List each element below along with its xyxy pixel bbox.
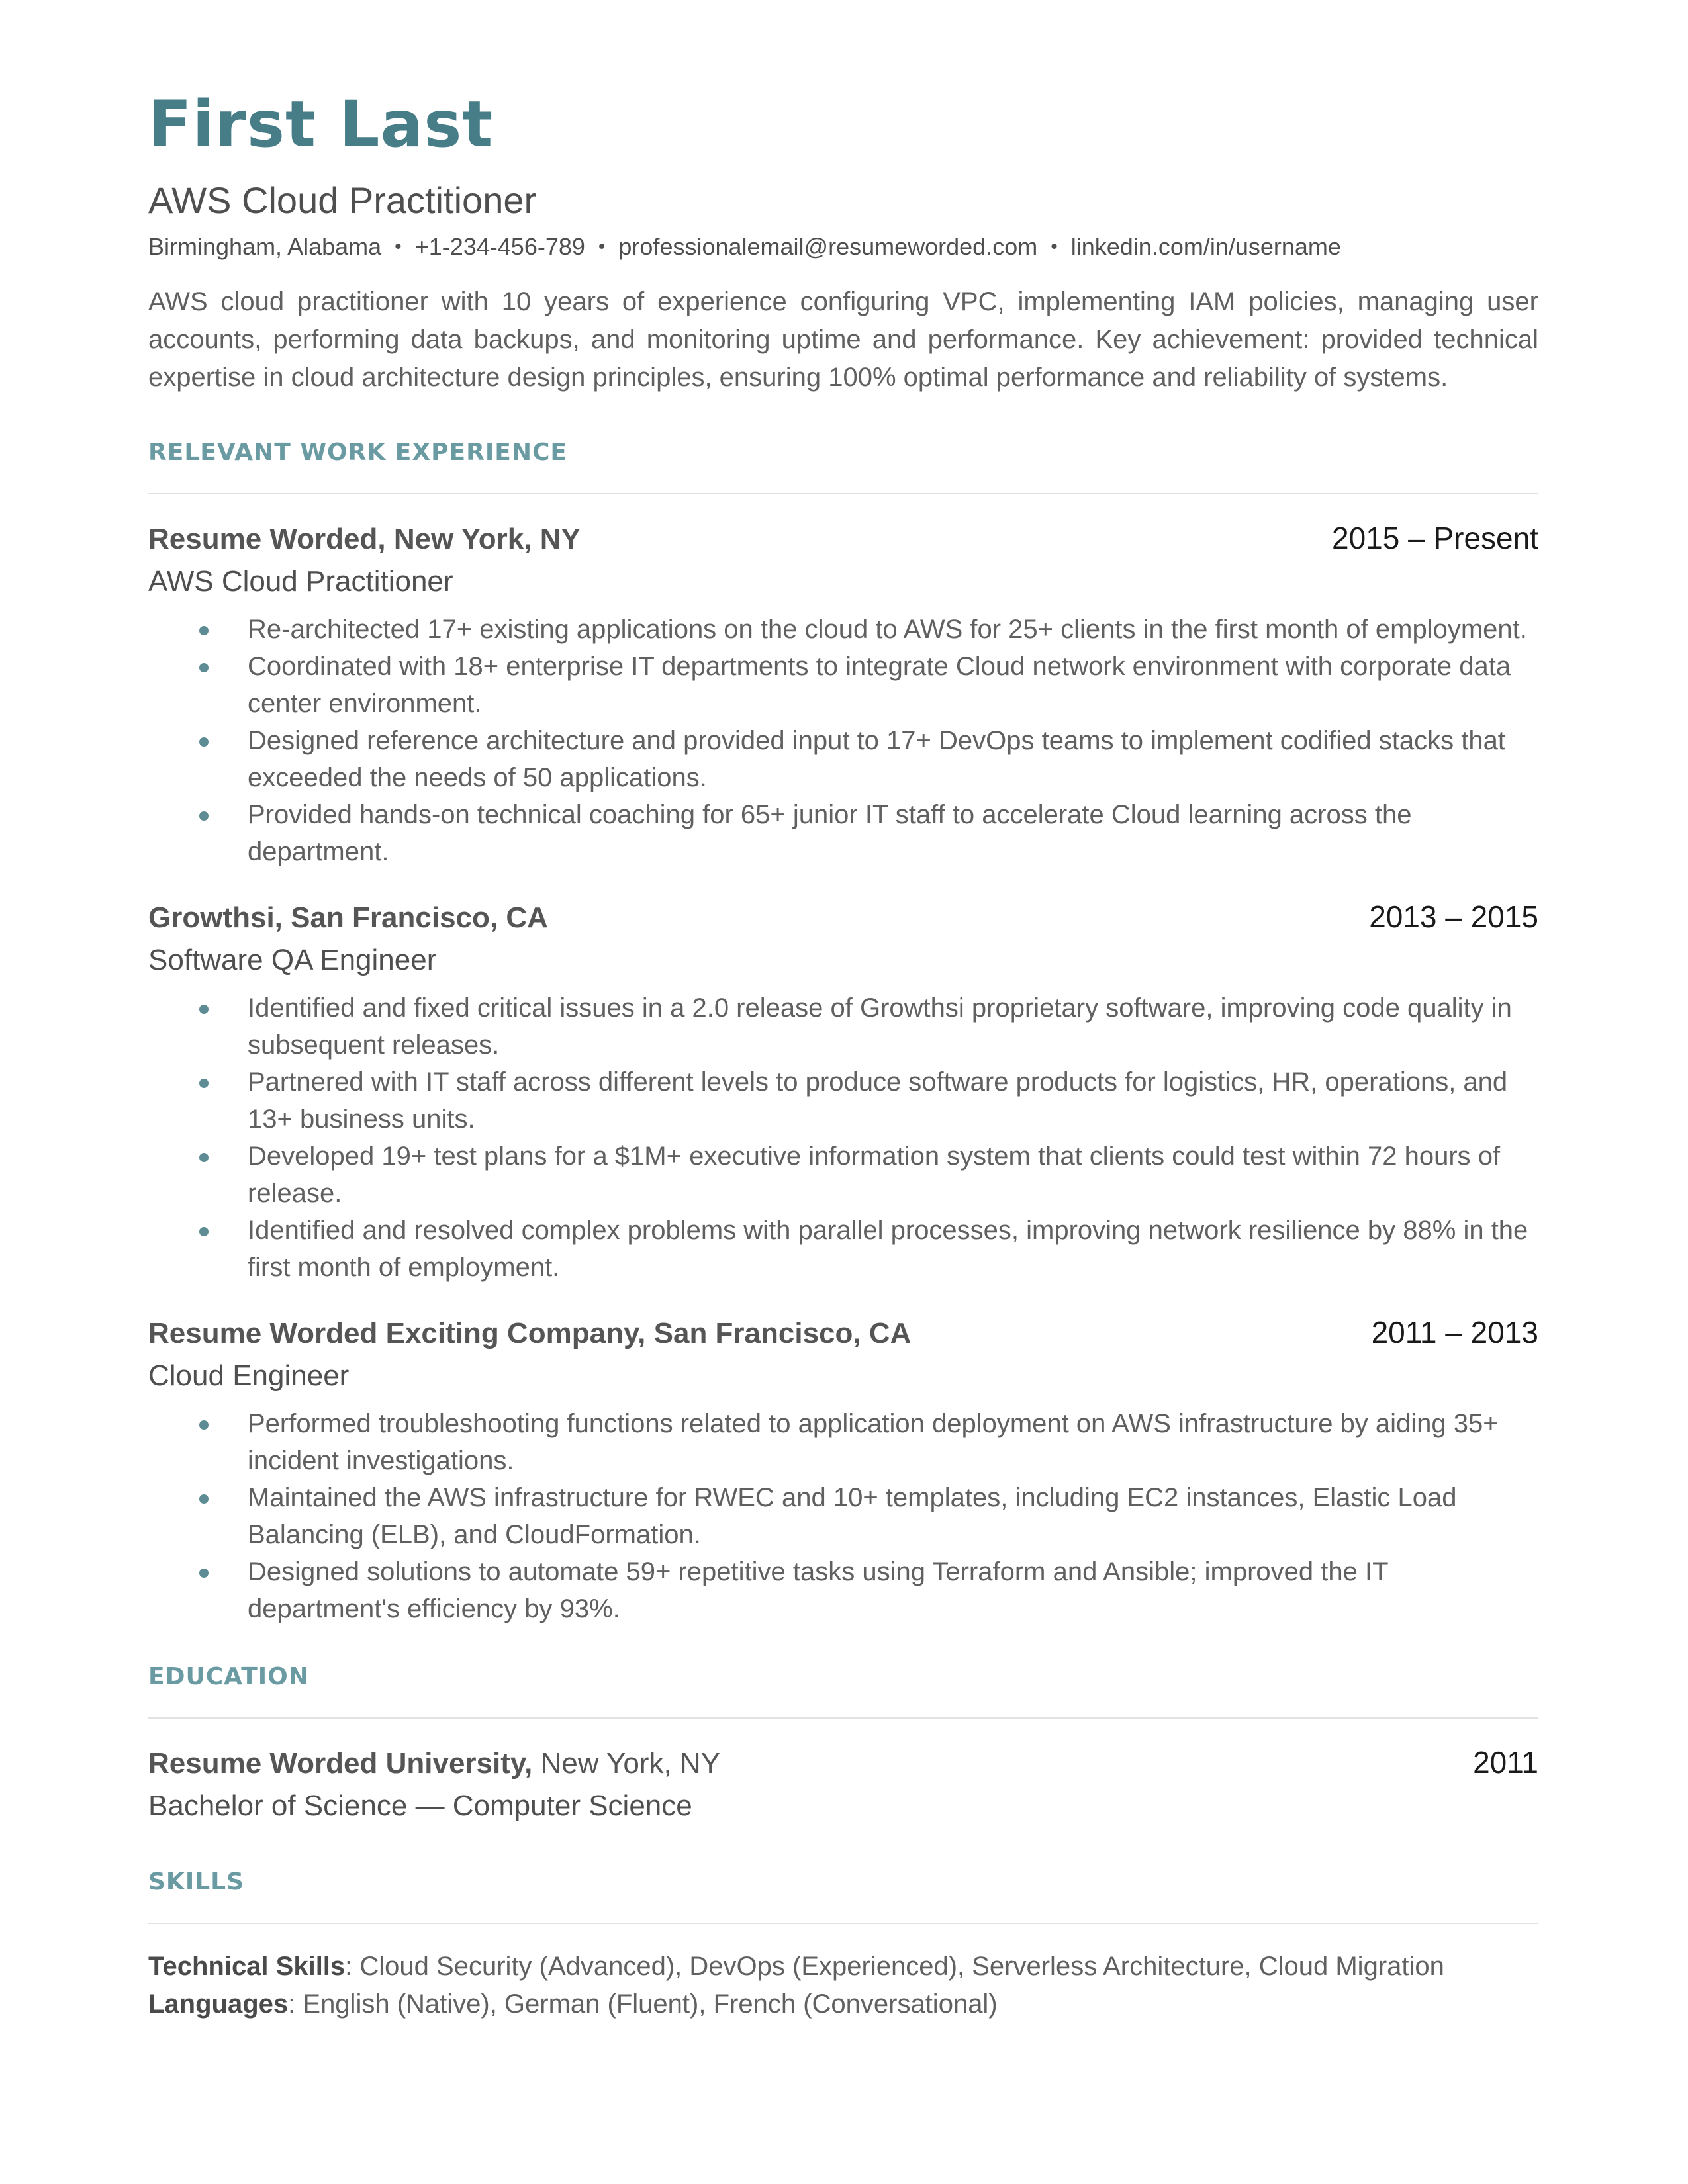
section-divider — [148, 493, 1538, 494]
list-item: Performed troubleshooting functions related to application deployment on AWS infrastructure by aiding 35+ incident investigations. — [148, 1405, 1538, 1479]
list-item: Re-architected 17+ existing applications on the cloud to AWS for 25+ clients in the first month of employment. — [148, 611, 1538, 648]
section-divider — [148, 1717, 1538, 1719]
summary-paragraph: AWS cloud practitioner with 10 years of experience configuring VPC, implementing IAM policies, managing user accounts, performing data backups, and monitoring uptime and performance. Key achievement: provided technical expertise in cloud architecture design principles, ensuring 100% optimal performance and reliability of systems. — [148, 287, 1538, 392]
contact-email[interactable]: professionalemail@resumeworded.com — [618, 233, 1038, 260]
job-entry — [148, 518, 1538, 870]
list-item: Designed reference architecture and provided input to 17+ DevOps teams to implement codified stacks that exceeded the needs of 50 applications. — [148, 722, 1538, 796]
resume-page — [148, 85, 1538, 2023]
job-bullets — [148, 611, 1538, 870]
candidate-name: First Last — [148, 87, 494, 161]
education-degree: Bachelor of Science — Computer Science — [148, 1790, 692, 1822]
contact-separator: • — [395, 236, 402, 257]
list-item: Identified and fixed critical issues in a 2.0 release of Growthsi proprietary software, improving code quality in subsequent releases. — [148, 989, 1538, 1064]
bullet-icon — [199, 1005, 209, 1014]
job-entry — [148, 1312, 1538, 1627]
list-item: Developed 19+ test plans for a $1M+ executive information system that clients could test within 72 hours of release. — [148, 1138, 1538, 1212]
contact-line — [148, 230, 1538, 263]
education-location: New York, NY — [540, 1747, 721, 1780]
bullet-icon — [199, 1569, 209, 1578]
skills-block — [148, 1948, 1538, 2023]
education-school-line — [148, 1744, 720, 1784]
job-dates: 2013 – 2015 — [1369, 899, 1538, 934]
list-item: Coordinated with 18+ enterprise IT departments to integrate Cloud network environment with corporate data center environment. — [148, 648, 1538, 722]
job-role: Software QA Engineer — [148, 944, 437, 976]
job-bullets — [148, 989, 1538, 1286]
contact-phone: +1-234-456-789 — [414, 233, 585, 260]
bullet-icon — [199, 1227, 209, 1236]
section-divider — [148, 1923, 1538, 1924]
contact-linkedin[interactable]: linkedin.com/in/username — [1070, 233, 1341, 260]
bullet-icon — [199, 1420, 209, 1430]
list-item: Provided hands-on technical coaching for 65+ junior IT staff to accelerate Cloud learning across the department. — [148, 796, 1538, 870]
languages-label: Languages — [148, 1989, 289, 2019]
list-item: Partnered with IT staff across different levels to produce software products for logistics, HR, operations, and 13+ business units. — [148, 1064, 1538, 1138]
technical-skills-line — [148, 1948, 1538, 1985]
list-item: Designed solutions to automate 59+ repetitive tasks using Terraform and Ansible; improved the IT department's efficiency by 93%. — [148, 1553, 1538, 1627]
education-heading: EDUCATION — [148, 1663, 309, 1690]
languages-value: : English (Native), German (Fluent), French (Conversational) — [288, 1989, 998, 2019]
job-role: AWS Cloud Practitioner — [148, 565, 453, 598]
bullet-icon — [199, 1079, 209, 1088]
list-item: Maintained the AWS infrastructure for RWEC and 10+ templates, including EC2 instances, Elastic Load Balancing (ELB), and CloudFormation. — [148, 1479, 1538, 1553]
bullet-icon — [199, 1153, 209, 1162]
bullet-icon — [199, 811, 209, 821]
bullet-icon — [199, 626, 209, 635]
bullet-icon — [199, 737, 209, 747]
technical-skills-label: Technical Skills — [148, 1952, 346, 1981]
education-school: Resume Worded University, — [148, 1747, 533, 1780]
bullet-icon — [199, 1494, 209, 1504]
experience-heading: RELEVANT WORK EXPERIENCE — [148, 439, 567, 466]
job-dates: 2011 – 2013 — [1371, 1315, 1538, 1349]
contact-location: Birmingham, Alabama — [148, 233, 382, 260]
candidate-title: AWS Cloud Practitioner — [148, 179, 537, 221]
education-entry — [148, 1743, 1538, 1826]
job-dates: 2015 – Present — [1331, 521, 1538, 555]
job-company: Resume Worded, New York, NY — [148, 523, 581, 555]
job-company: Resume Worded Exciting Company, San Francisco, CA — [148, 1317, 912, 1349]
job-entry — [148, 897, 1538, 1286]
skills-heading: SKILLS — [148, 1868, 245, 1895]
job-role: Cloud Engineer — [148, 1359, 350, 1392]
contact-separator: • — [598, 236, 606, 257]
job-company: Growthsi, San Francisco, CA — [148, 901, 548, 934]
languages-line — [148, 1985, 1538, 2023]
technical-skills-value: : Cloud Security (Advanced), DevOps (Experienced), Serverless Architecture, Cloud Migration — [345, 1952, 1444, 1981]
contact-separator: • — [1051, 236, 1058, 257]
job-bullets — [148, 1405, 1538, 1627]
education-year: 2011 — [1473, 1745, 1538, 1780]
bullet-icon — [199, 663, 209, 672]
list-item: Identified and resolved complex problems with parallel processes, improving network resilience by 88% in the first month of employment. — [148, 1212, 1538, 1286]
